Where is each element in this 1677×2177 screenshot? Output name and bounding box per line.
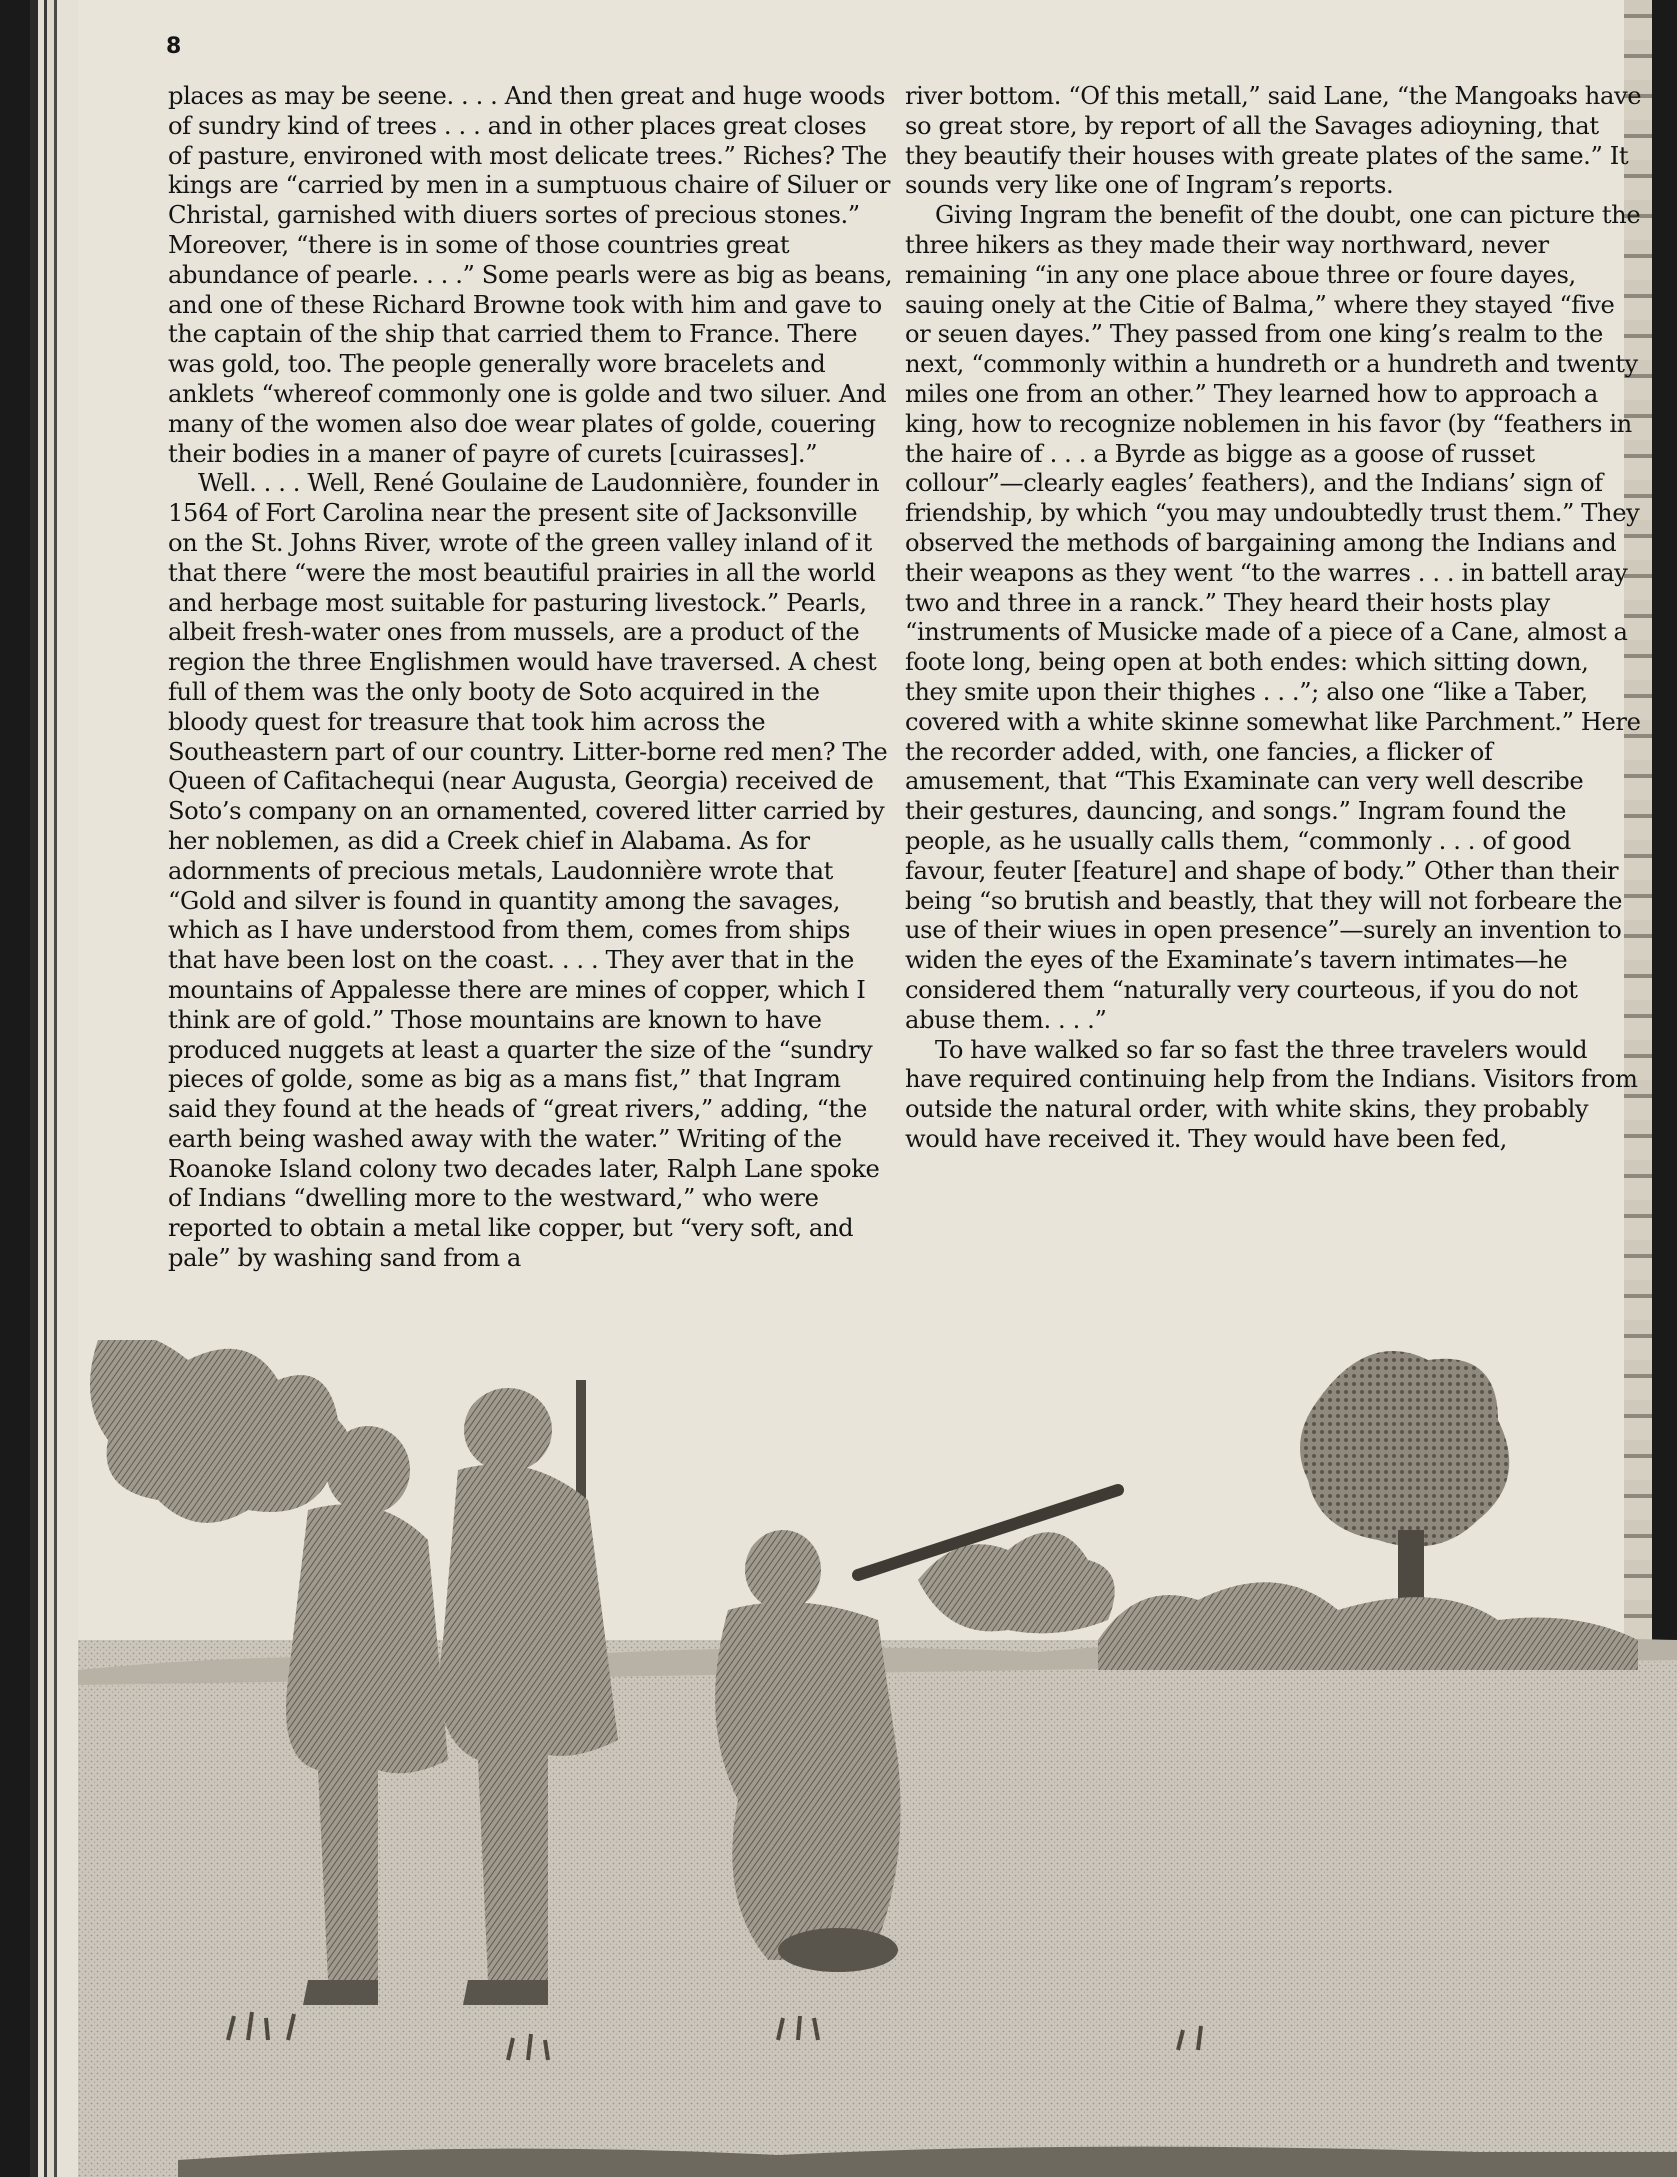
right-tree xyxy=(1300,1351,1509,1620)
right-shrubs xyxy=(1098,1582,1638,1670)
page-number: 8 xyxy=(166,34,182,59)
left-text-column xyxy=(168,82,893,1274)
left-foliage xyxy=(90,1340,351,1523)
right-text-column xyxy=(905,82,1645,1155)
illustration-scene xyxy=(78,1340,1677,2177)
right-paragraph-1: river bottom. “Of this metall,” said Lane, “the Mangoaks have so great store, by report of all the Savages adioyning, that they beautify their houses with greate plates of the same.” It sounds very like one of Ingram’s reports. xyxy=(905,82,1642,200)
woodcut-illustration xyxy=(78,1340,1677,2177)
left-paragraph-1: places as may be seene. . . . And then great and huge woods of sundry kind of trees . . . and in other places great closes of pasture, environed with most delicate trees.” Riches? The kings are “carried by men in a sumptuous chaire of Siluer or Christal, garnished with diuers sortes of precious stones.” Moreover, “there is in some of those countries great abundance of pearle. . . .” Some pearls were as big as beans, and one of these Richard Browne took with him and gave to the captain of the ship that carried them to France. There was gold, too. The people generally wore bracelets and anklets “whereof commonly one is golde and two siluer. And many of the women also doe wear plates of golde, couering their bodies in a maner of payre of curets [cuirasses].” xyxy=(168,82,893,468)
right-paragraph-2: Giving Ingram the benefit of the doubt, one can picture the three hikers as they made their way northward, never remaining “in any one place aboue three or foure dayes, sauing onely at the Citie of Balma,” where they stayed “five or seuen dayes.” They passed from one king’s realm to the next, “commonly within a hundreth or a hundreth and twenty miles one from an other.” They learned how to approach a king, how to recognize noblemen in his favor (by “feathers in the haire of . . . a Byrde as bigge as a goose of russet collour”—clearly eagles’ feathers), and the Indians’ sign of friendship, by which “you may undoubtedly trust them.” They observed the methods of bargaining among the Indians and their weapons as they went “to the warres . . . in battell aray two and three in a ranck.” They heard their hosts play “instruments of Musicke made of a piece of a Cane, almost a foote long, being open at both endes: which sitting down, they smite upon their thighes . . .”; also one “like a Taber, covered with a white skinne somewhat like Parchment.” Here the recorder added, with, one fancies, a flicker of amusement, that “This Examinate can very well describe their gestures, dauncing, and songs.” Ingram found the people, as he usually calls them, “commonly . . . of good favour, feuter [feature] and shape of body.” Other than their being “so brutish and beastly, that they will not forbeare the use of their wiues in open presence”—surely an invention to widen the eyes of the Examinate’s tavern intimates—he considered them “naturally very courteous, if you do not abuse them. . . .” xyxy=(905,201,1641,1034)
right-paragraph-3: To have walked so far so fast the three travelers would have required continuing help from the Indians. Visitors from outside the natural order, with white skins, they probably would have received it. They would have been fed, xyxy=(905,1035,1638,1153)
left-paragraph-2: Well. . . . Well, René Goulaine de Laudonnière, founder in 1564 of Fort Carolina near the present site of Jacksonville on the St. Johns River, wrote of the green valley inland of it that there “were the most beautiful prairies in all the world and herbage most suitable for pasturing livestock.” Pearls, albeit fresh-water ones from mussels, are a product of the region the three Englishmen would have traversed. A chest full of them was the only booty de Soto acquired in the bloody quest for treasure that took him across the Southeastern part of our country. Litter-borne red men? The Queen of Cafitachequi (near Augusta, Georgia) received de Soto’s company on an ornamented, covered litter carried by her noblemen, as did a Creek chief in Alabama. As for adornments of precious metals, Laudonnière wrote that “Gold and silver is found in quantity among the savages, which as I have understood from them, comes from ships that have been lost on the coast. . . . They aver that in the mountains of Appalesse there are mines of copper, which I think are of gold.” Those mountains are known to have produced nuggets at least a quarter the size of the “sundry pieces of golde, some as big as a mans fist,” that Ingram said they found at the heads of “great rivers,” adding, “the earth being washed away with the water.” Writing of the Roanoke Island colony two decades later, Ralph Lane spoke of Indians “dwelling more to the westward,” who were reported to obtain a metal like copper, but “very soft, and pale” by washing sand from a xyxy=(168,469,888,1273)
magazine-page xyxy=(30,0,1652,2177)
page-binding-edge xyxy=(30,0,78,2177)
